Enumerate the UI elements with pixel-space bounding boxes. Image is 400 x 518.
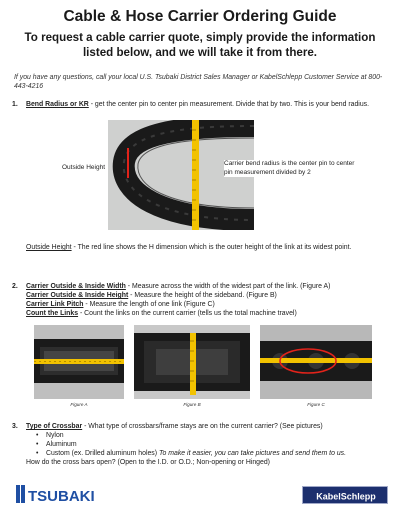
section-3-number: 3. <box>12 423 18 430</box>
count-line <box>26 309 382 318</box>
width-line <box>26 282 382 291</box>
height-text: - Measure the height of the sideband. (Figure B) <box>128 292 277 299</box>
count-term: Count the Links <box>26 310 79 317</box>
figure-b-photo <box>134 325 250 399</box>
pitch-line <box>26 300 382 309</box>
height-term: Carrier Outside & Inside Height <box>26 292 129 299</box>
section-2-number: 2. <box>12 283 18 290</box>
count-text: - Count the links on the current carrier (tells us the total machine travel) <box>78 310 297 317</box>
page-title: Cable & Hose Carrier Ordering Guide <box>63 8 337 25</box>
section-3-text <box>12 422 382 467</box>
crossbar-type-item: • Nylon <box>36 431 382 440</box>
crossbar-type-item-custom <box>36 449 382 458</box>
figure-a-photo <box>34 325 124 399</box>
figure-a-caption: Figure A <box>70 402 88 407</box>
pitch-term: Carrier Link Pitch <box>26 301 84 308</box>
crossbar-type-list <box>36 431 382 458</box>
crossbar-description: - What type of crossbars/frame stays are on the current carrier? (See pictures) <box>82 423 323 430</box>
kabelschlepp-logo <box>302 486 388 504</box>
crossbar-term: Type of Crossbar <box>26 423 83 430</box>
figure-c-photo <box>260 325 372 399</box>
custom-photo-tip: To make it easier, you can take pictures and send them to us. <box>158 450 347 457</box>
outside-height-note <box>26 243 382 252</box>
bend-radius-term: Bend Radius or KR <box>26 101 89 108</box>
figure-b-caption: Figure B <box>183 402 201 407</box>
width-term: Carrier Outside & Inside Width <box>26 283 126 290</box>
outside-height-note-term: Outside Height <box>26 244 72 251</box>
section-1-number: 1. <box>12 101 18 108</box>
pitch-text: - Measure the length of one link (Figure C) <box>83 301 215 308</box>
section-1-text <box>12 100 382 109</box>
section-2-text <box>12 282 382 318</box>
outside-height-label: Outside Height <box>62 164 105 171</box>
tsubaki-logo <box>16 483 110 505</box>
tsubaki-logo-text: TSUBAKI <box>28 488 95 505</box>
custom-text: Custom (ex. Drilled aluminum holes) <box>46 450 159 457</box>
page-subtitle: To request a cable carrier quote, simply provide the information listed below, and we will take it from there. <box>24 31 376 59</box>
bend-radius-label: Carrier bend radius is the center pin to center pin measurement divided by 2 <box>224 160 364 177</box>
outside-height-note-text: - The red line shows the H dimension which is the outer height of the link at its widest point. <box>71 244 352 251</box>
bend-radius-description: - get the center pin to center pin measurement. Divide that by two. This is your bend radius. <box>88 101 370 108</box>
contact-intro: If you have any questions, call your local U.S. Tsubaki District Sales Manager or KabelSchlepp Customer Service at 800-443-4216 <box>14 74 383 91</box>
width-text: - Measure across the width of the widest part of the link. (Figure A) <box>125 283 331 290</box>
crossbar-open-question: How do the cross bars open? (Open to the I.D. or O.D.; Non-opening or Hinged) <box>26 459 270 466</box>
kabelschlepp-logo-text: KabelSchlepp <box>316 491 376 502</box>
height-line <box>26 291 382 300</box>
figure-c-caption: Figure C <box>307 402 325 407</box>
crossbar-type-item: • Aluminum <box>36 440 382 449</box>
